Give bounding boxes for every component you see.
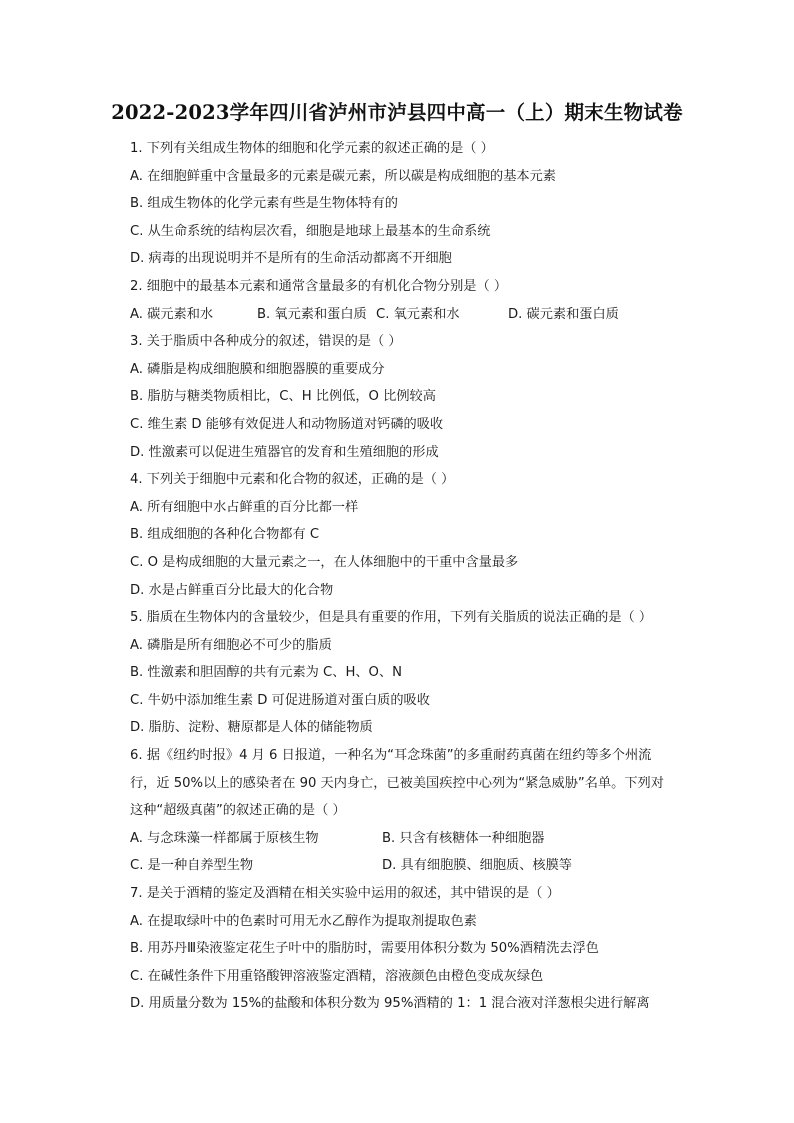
question-2 <box>130 273 690 328</box>
question-6 <box>130 742 690 880</box>
option-a: A. 与念珠藻一样都属于原核生物 <box>130 830 319 846</box>
option-a: A. 所有细胞中水占鲜重的百分比都一样 <box>130 499 359 515</box>
option-d: D. 具有细胞膜、细胞质、核膜等 <box>382 858 572 874</box>
question-stem: 5. 脂质在生物体内的含量较少，但是具有重要的作用，下列有关脂质的说法正确的是（ ） <box>130 610 653 626</box>
question-list <box>130 135 690 1018</box>
option-c: C. 维生素 D 能够有效促进人和动物肠道对钙磷的吸收 <box>130 416 444 432</box>
option-c: C. 氧元素和水 <box>376 306 460 322</box>
question-stem-line-3: 这种“超级真菌”的叙述正确的是（ ） <box>130 803 346 819</box>
options-row <box>130 825 690 853</box>
option-b: B. 脂肪与糖类物质相比，C、H 比例低，O 比例较高 <box>130 389 436 405</box>
question-stem: 7. 是关于酒精的鉴定及酒精在相关实验中运用的叙述，其中错误的是（ ） <box>130 886 560 902</box>
question-stem: 3. 关于脂质中各种成分的叙述，错误的是（ ） <box>130 334 402 350</box>
question-1 <box>130 135 690 273</box>
option-c: C. 在碱性条件下用重铬酸钾溶液鉴定酒精，溶液颜色由橙色变成灰绿色 <box>130 968 544 984</box>
option-a: A. 在提取绿叶中的色素时可用无水乙醇作为提取剂提取色素 <box>130 913 477 929</box>
question-stem: 4. 下列关于细胞中元素和化合物的叙述，正确的是（ ） <box>130 472 455 488</box>
option-c: C. 从生命系统的结构层次看，细胞是地球上最基本的生命系统 <box>130 223 491 239</box>
question-stem: 2. 细胞中的最基本元素和通常含量最多的有机化合物分别是（ ） <box>130 278 508 294</box>
option-d: D. 性激素可以促进生殖器官的发育和生殖细胞的形成 <box>130 444 439 460</box>
option-d: D. 病毒的出现说明并不是所有的生命活动都离不开细胞 <box>130 251 452 267</box>
option-b: B. 组成细胞的各种化合物都有 C <box>130 527 320 543</box>
option-d: D. 脂肪、淀粉、糖原都是人体的储能物质 <box>130 720 373 736</box>
option-c: C. O 是构成细胞的大量元素之一，在人体细胞中的干重中含量最多 <box>130 554 519 570</box>
option-b: B. 只含有核糖体一种细胞器 <box>382 830 545 846</box>
option-c: C. 是一种自养型生物 <box>130 858 254 874</box>
page-title: 2022-2023学年四川省泸州市泸县四中高一（上）期末生物试卷 <box>111 101 683 124</box>
question-4 <box>130 466 690 604</box>
question-stem-line-1: 6. 据《纽约时报》4 月 6 日报道，一种名为“耳念珠菌”的多重耐药真菌在纽约等多个州流 <box>130 748 652 764</box>
question-stem: 1. 下列有关组成生物体的细胞和化学元素的叙述正确的是（ ） <box>130 141 494 156</box>
option-b: B. 组成生物体的化学元素有些是生物体特有的 <box>130 196 398 212</box>
question-3 <box>130 328 690 466</box>
question-stem-line-2: 行，近 50%以上的感染者在 90 天内身亡，已被美国疾控中心列为“紧急威胁”名单。下列对 <box>130 775 664 791</box>
question-7 <box>130 880 690 1018</box>
option-d: D. 碳元素和蛋白质 <box>508 306 619 322</box>
option-b: B. 性激素和胆固醇的共有元素为 C、H、O、N <box>130 665 402 681</box>
options-row <box>130 852 690 880</box>
option-a: A. 碳元素和水 <box>130 306 214 322</box>
option-c: C. 牛奶中添加维生素 D 可促进肠道对蛋白质的吸收 <box>130 692 430 708</box>
option-a: A. 在细胞鲜重中含量最多的元素是碳元素，所以碳是构成细胞的基本元素 <box>130 168 556 184</box>
options-row <box>130 301 690 329</box>
question-5 <box>130 604 690 742</box>
option-b: B. 用苏丹Ⅲ染液鉴定花生子叶中的脂肪时，需要用体积分数为 50%酒精洗去浮色 <box>130 941 599 957</box>
option-d: D. 水是占鲜重百分比最大的化合物 <box>130 582 334 598</box>
option-a: A. 磷脂是所有细胞必不可少的脂质 <box>130 637 332 653</box>
option-a: A. 磷脂是构成细胞膜和细胞器膜的重要成分 <box>130 361 385 377</box>
option-b: B. 氧元素和蛋白质 <box>257 306 367 322</box>
option-d: D. 用质量分数为 15%的盐酸和体积分数为 95%酒精的 1：1 混合液对洋葱根尖进行解离 <box>130 996 650 1012</box>
